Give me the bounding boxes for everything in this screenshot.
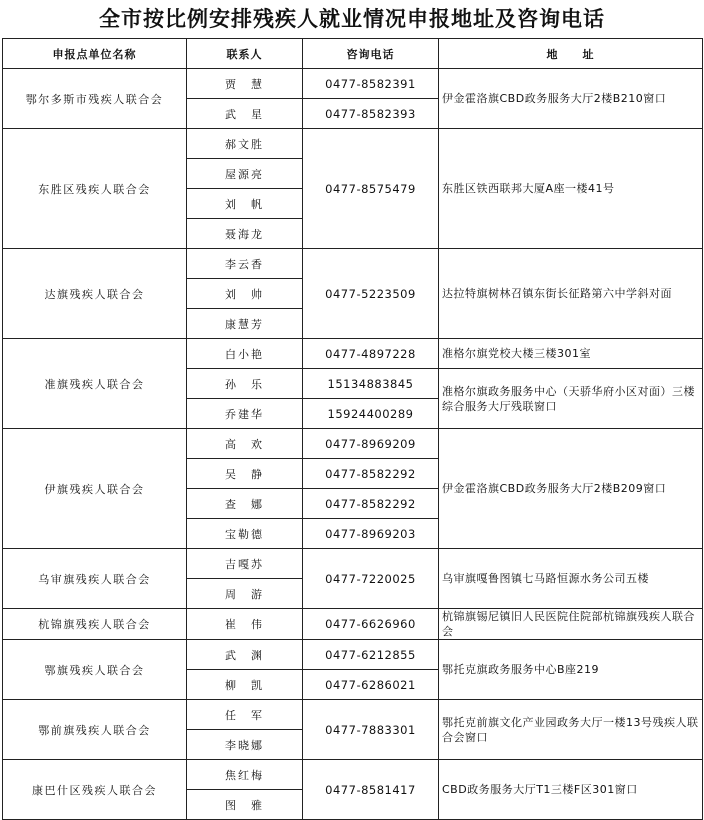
phone-cell: 0477-7883301 [303, 700, 439, 760]
table-row [3, 549, 703, 579]
contact-cell: 郝文胜 [187, 129, 303, 159]
header-address: 地 址 [439, 39, 703, 69]
unit-cell: 达旗残疾人联合会 [3, 249, 187, 339]
contact-cell: 康慧芳 [187, 309, 303, 339]
phone-cell: 0477-8582292 [303, 459, 439, 489]
phone-cell: 0477-8969203 [303, 519, 439, 549]
contact-cell: 李云香 [187, 249, 303, 279]
address-cell: 伊金霍洛旗CBD政务服务大厅2楼B210窗口 [439, 69, 703, 129]
contact-cell: 周 游 [187, 579, 303, 609]
contact-cell: 宝勒德 [187, 519, 303, 549]
header-unit: 申报点单位名称 [3, 39, 187, 69]
contact-cell: 柳 凯 [187, 670, 303, 700]
contact-cell: 查 娜 [187, 489, 303, 519]
table-row [3, 249, 703, 279]
address-cell: 准格尔旗政务服务中心（天骄华府小区对面）三楼综合服务大厅残联窗口 [439, 369, 703, 429]
phone-cell: 0477-8582393 [303, 99, 439, 129]
table-row [3, 69, 703, 99]
address-cell: 鄂托克旗政务服务中心B座219 [439, 640, 703, 700]
unit-cell: 康巴什区残疾人联合会 [3, 760, 187, 820]
contact-cell: 吴 静 [187, 459, 303, 489]
contact-cell: 刘 帅 [187, 279, 303, 309]
address-cell: 东胜区铁西联邦大厦A座一楼41号 [439, 129, 703, 249]
table-row [3, 700, 703, 730]
phone-cell: 15134883845 [303, 369, 439, 399]
registration-table [2, 38, 703, 820]
unit-cell: 鄂尔多斯市残疾人联合会 [3, 69, 187, 129]
unit-cell: 鄂旗残疾人联合会 [3, 640, 187, 700]
contact-cell: 白小艳 [187, 339, 303, 369]
phone-cell: 0477-8582391 [303, 69, 439, 99]
address-cell: 鄂托克前旗文化产业园政务大厅一楼13号残疾人联合会窗口 [439, 700, 703, 760]
contact-cell: 崔 伟 [187, 609, 303, 640]
unit-cell: 伊旗残疾人联合会 [3, 429, 187, 549]
contact-cell: 武 星 [187, 99, 303, 129]
contact-cell: 屋源亮 [187, 159, 303, 189]
table-row [3, 339, 703, 369]
unit-cell: 东胜区残疾人联合会 [3, 129, 187, 249]
phone-cell: 0477-8581417 [303, 760, 439, 820]
address-cell: 乌审旗嘎鲁图镇七马路恒源水务公司五楼 [439, 549, 703, 609]
address-cell: 准格尔旗党校大楼三楼301室 [439, 339, 703, 369]
contact-cell: 焦红梅 [187, 760, 303, 790]
header-phone: 咨询电话 [303, 39, 439, 69]
phone-cell: 0477-6286021 [303, 670, 439, 700]
contact-cell: 孙 乐 [187, 369, 303, 399]
contact-cell: 武 渊 [187, 640, 303, 670]
phone-cell: 0477-7220025 [303, 549, 439, 609]
phone-cell: 0477-5223509 [303, 249, 439, 339]
header-row [3, 39, 703, 69]
contact-cell: 李晓娜 [187, 730, 303, 760]
contact-cell: 聂海龙 [187, 219, 303, 249]
table-row [3, 129, 703, 159]
phone-cell: 0477-4897228 [303, 339, 439, 369]
phone-cell: 0477-8575479 [303, 129, 439, 249]
address-cell: 伊金霍洛旗CBD政务服务大厅2楼B209窗口 [439, 429, 703, 549]
contact-cell: 贾 慧 [187, 69, 303, 99]
contact-cell: 任 军 [187, 700, 303, 730]
phone-cell: 0477-6626960 [303, 609, 439, 640]
phone-cell: 0477-8969209 [303, 429, 439, 459]
table-row [3, 640, 703, 670]
address-cell: 达拉特旗树林召镇东街长征路第六中学斜对面 [439, 249, 703, 339]
phone-cell: 0477-8582292 [303, 489, 439, 519]
phone-cell: 15924400289 [303, 399, 439, 429]
contact-cell: 高 欢 [187, 429, 303, 459]
unit-cell: 乌审旗残疾人联合会 [3, 549, 187, 609]
address-cell: CBD政务服务大厅T1三楼F区301窗口 [439, 760, 703, 820]
phone-cell: 0477-6212855 [303, 640, 439, 670]
unit-cell: 鄂前旗残疾人联合会 [3, 700, 187, 760]
page-title: 全市按比例安排残疾人就业情况申报地址及咨询电话 [99, 6, 605, 31]
table-row [3, 429, 703, 459]
unit-cell: 杭锦旗残疾人联合会 [3, 609, 187, 640]
table-row [3, 760, 703, 790]
contact-cell: 图 雅 [187, 790, 303, 820]
header-contact: 联系人 [187, 39, 303, 69]
table-row [3, 609, 703, 640]
contact-cell: 乔建华 [187, 399, 303, 429]
contact-cell: 吉嘎苏 [187, 549, 303, 579]
unit-cell: 准旗残疾人联合会 [3, 339, 187, 429]
address-cell: 杭锦旗锡尼镇旧人民医院住院部杭锦旗残疾人联合会 [439, 609, 703, 640]
contact-cell: 刘 帆 [187, 189, 303, 219]
